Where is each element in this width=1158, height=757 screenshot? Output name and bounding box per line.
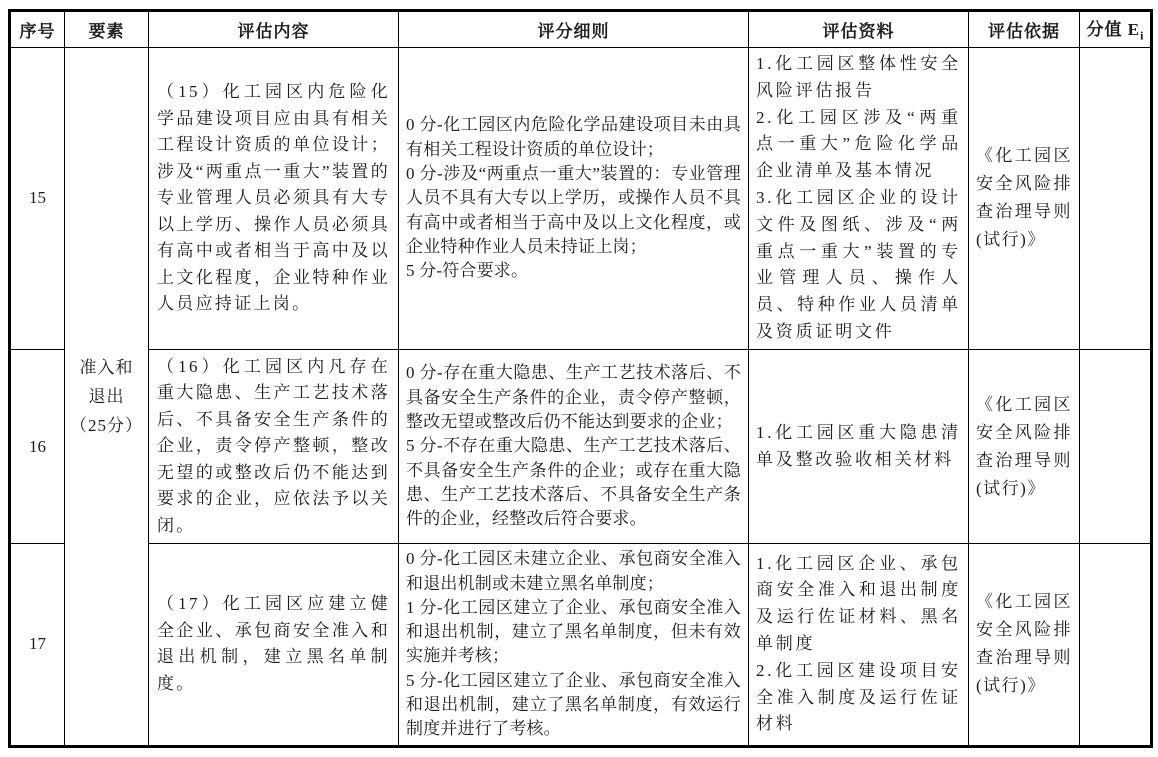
table-row: [10, 48, 1152, 350]
rules-item: 5 分-符合要求。: [406, 261, 529, 281]
materials-item: 2.化工园区涉及“两重点一重大”危险化学品企业清单及基本情况: [756, 107, 961, 181]
materials-item: 1.化工园区企业、承包商安全准入和退出制度及运行佐证材料、黑名单制度: [756, 553, 961, 654]
header-rules: 评分细则: [399, 11, 749, 48]
materials-item: 3.化工园区企业的设计文件及图纸、涉及“两重点一重大”装置的专业管理人员、操作人员、特种作业人员清单及资质证明文件: [756, 187, 961, 341]
basis-cell: 《化工园区安全风险排查治理导则(试行)》: [969, 48, 1080, 350]
basis-cell: 《化工园区安全风险排查治理导则(试行)》: [969, 544, 1080, 746]
evaluation-criteria-table: [8, 9, 1153, 748]
table-row: [10, 349, 1152, 544]
content-paragraph: （16）化工园区内凡存在重大隐患、生产工艺技术落后、不具备安全生产条件的企业，责令停产整顿，整改无望的或整改后仍不能达到要求的企业，应依法予以关闭。: [157, 356, 390, 535]
rules-item: 0 分-化工园区内危险化学品建设项目未由具有相关工程设计资质的单位设计；: [406, 115, 741, 159]
materials-item: 2.化工园区建设项目安全准入制度及运行佐证材料: [756, 660, 961, 734]
rules-item: 5 分-化工园区建立了企业、承包商安全准入和退出机制，建立了黑名单制度，有效运行制度并进行了考核。: [406, 670, 741, 739]
header-content: 评估内容: [149, 11, 399, 48]
header-basis: 评估依据: [969, 11, 1080, 48]
rules-item: 5 分-不存在重大隐患、生产工艺技术落后、不具备安全生产条件的企业；或存在重大隐患、生产工艺技术落后、不具备安全生产条件的企业，经整改后符合要求。: [406, 436, 741, 529]
header-materials: 评估资料: [749, 11, 969, 48]
score-label: 分值 E: [1086, 20, 1141, 40]
seq-cell: 16: [10, 349, 65, 544]
element-line: （25分）: [70, 415, 143, 435]
header-element: 要素: [65, 11, 149, 48]
materials-cell: [749, 349, 969, 544]
header-seq: 序号: [10, 11, 65, 48]
element-line: 退出: [88, 386, 125, 406]
rules-item: 1 分-化工园区建立了企业、承包商安全准入和退出机制，建立了黑名单制度，但未有效实施并考核；: [406, 597, 741, 666]
basis-cell: 《化工园区安全风险排查治理导则(试行)》: [969, 349, 1080, 544]
content-paragraph: （17）化工园区应建立健全企业、承包商安全准入和退出机制，建立黑名单制度。: [157, 594, 390, 693]
score-label-subscript: i: [1140, 28, 1144, 43]
table-header: [10, 11, 1152, 48]
header-score: [1080, 11, 1152, 48]
content-cell: [149, 544, 399, 746]
header-row: [10, 11, 1152, 48]
content-cell: [149, 48, 399, 350]
seq-cell: 15: [10, 48, 65, 350]
rules-item: 0 分-化工园区未建立企业、承包商安全准入和退出机制或未建立黑名单制度；: [406, 549, 741, 593]
seq-cell: 17: [10, 544, 65, 746]
content-cell: [149, 349, 399, 544]
materials-item: 1.化工园区整体性安全风险评估报告: [756, 54, 961, 100]
rules-item: 0 分-存在重大隐患、生产工艺技术落后、不具备安全生产条件的企业，责令停产整顿，整改无望或整改后仍不能达到要求的企业；: [406, 363, 741, 432]
score-cell: [1080, 48, 1152, 350]
materials-cell: [749, 48, 969, 350]
score-cell: [1080, 349, 1152, 544]
materials-cell: [749, 544, 969, 746]
content-paragraph: （15）化工园区内危险化学品建设项目应由具有相关工程设计资质的单位设计；涉及“两重点一重大”装置的专业管理人员必须具有大专以上学历、操作人员必须具有高中或者相当于高中及以上文化程度，企业特种作业人员应持证上岗。: [157, 82, 390, 314]
rules-cell: [399, 349, 749, 544]
materials-item: 1.化工园区重大隐患清单及整改验收相关材料: [756, 422, 961, 469]
table-row: [10, 544, 1152, 746]
rules-item: 0 分-涉及“两重点一重大”装置的：专业管理人员不具有大专以上学历，或操作人员不具有高中或者相当于高中及以上文化程度，或企业特种作业人员未持证上岗；: [406, 163, 741, 256]
score-cell: [1080, 544, 1152, 746]
element-cell: [65, 48, 149, 747]
element-line: 准入和: [79, 357, 134, 377]
rules-cell: [399, 544, 749, 746]
rules-cell: [399, 48, 749, 350]
